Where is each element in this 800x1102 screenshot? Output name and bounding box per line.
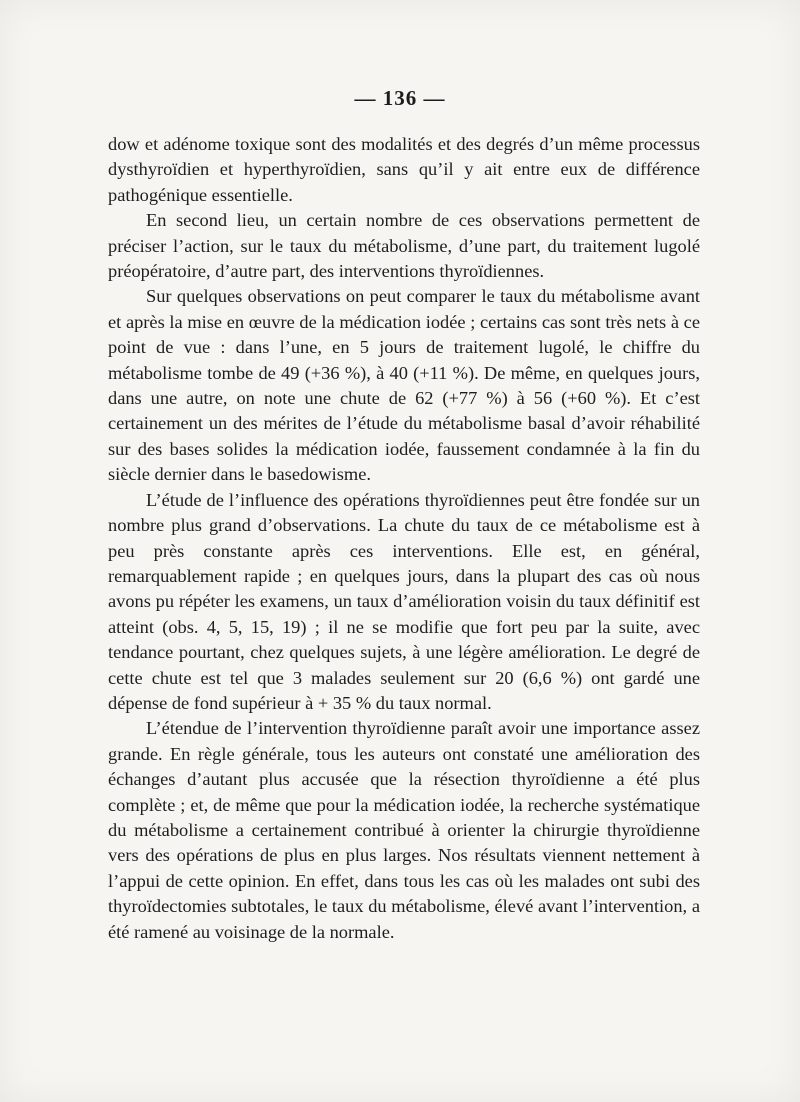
page-number: — 136 — [354, 86, 446, 110]
paragraph: L’étendue de l’intervention thyroïdienne paraît avoir une importance assez grande. En règle générale, tous les auteurs ont constaté une amélioration des échanges d’autant plus accusée que la résection thyroïdienne a été plus complète ; et, de même que pour la médication iodée, la recherche systématique du métabolisme a certainement contribué à orienter la chirurgie thyroïdienne vers des opérations de plus en plus larges. Nos résultats viennent nettement à l’appui de cette opinion. En effet, dans tous les cas où les malades ont subi des thyroïdectomies subtotales, le taux du métabolisme, élevé avant l’intervention, a été ramené au voisinage de la normale. [108, 718, 700, 942]
paragraph: L’étude de l’influence des opérations thyroïdiennes peut être fondée sur un nombre plus grand d’observations. La chute du taux de ce métabolisme est à peu près constante après ces interventions. Elle est, en général, remarquablement rapide ; en quelques jours, dans la plupart des cas où nous avons pu répéter les examens, un taux d’amélioration voisin du taux définitif est atteint (obs. 4, 5, 15, 19) ; il ne se modifie que fort peu par la suite, avec tendance pourtant, chez quelques sujets, à une légère amélioration. Le degré de cette chute est tel que 3 malades seulement sur 20 (6,6 %) ont gardé une dépense de fond supérieur à + 35 % du taux normal. [108, 489, 700, 713]
paragraph: Sur quelques observations on peut comparer le taux du métabolisme avant et après la mise en œuvre de la médication iodée ; certains cas sont très nets à ce point de vue : dans l’une, en 5 jours de traitement lugolé, le chiffre du métabolisme tombe de 49 (+36 %), à 40 (+11 %). De même, en quelques jours, dans une autre, on note une chute de 62 (+77 %) à 56 (+60 %). Et c’est certainement un des mérites de l’étude du métabolisme basal d’avoir réhabilité sur des bases solides la médication iodée, faussement condamnée à la fin du siècle dernier dans le basedowisme. [108, 286, 700, 485]
paragraph: dow et adénome toxique sont des modalités et des degrés d’un même processus dysthyroïdien et hyperthyroïdien, sans qu’il y ait entre eux de différence pathogénique essentielle. [108, 134, 700, 205]
paragraph: En second lieu, un certain nombre de ces observations permettent de préciser l’action, sur le taux du métabolisme, d’une part, du traitement lugolé préopératoire, d’autre part, des interventions thyroïdiennes. [108, 210, 700, 282]
body-text [108, 132, 700, 945]
